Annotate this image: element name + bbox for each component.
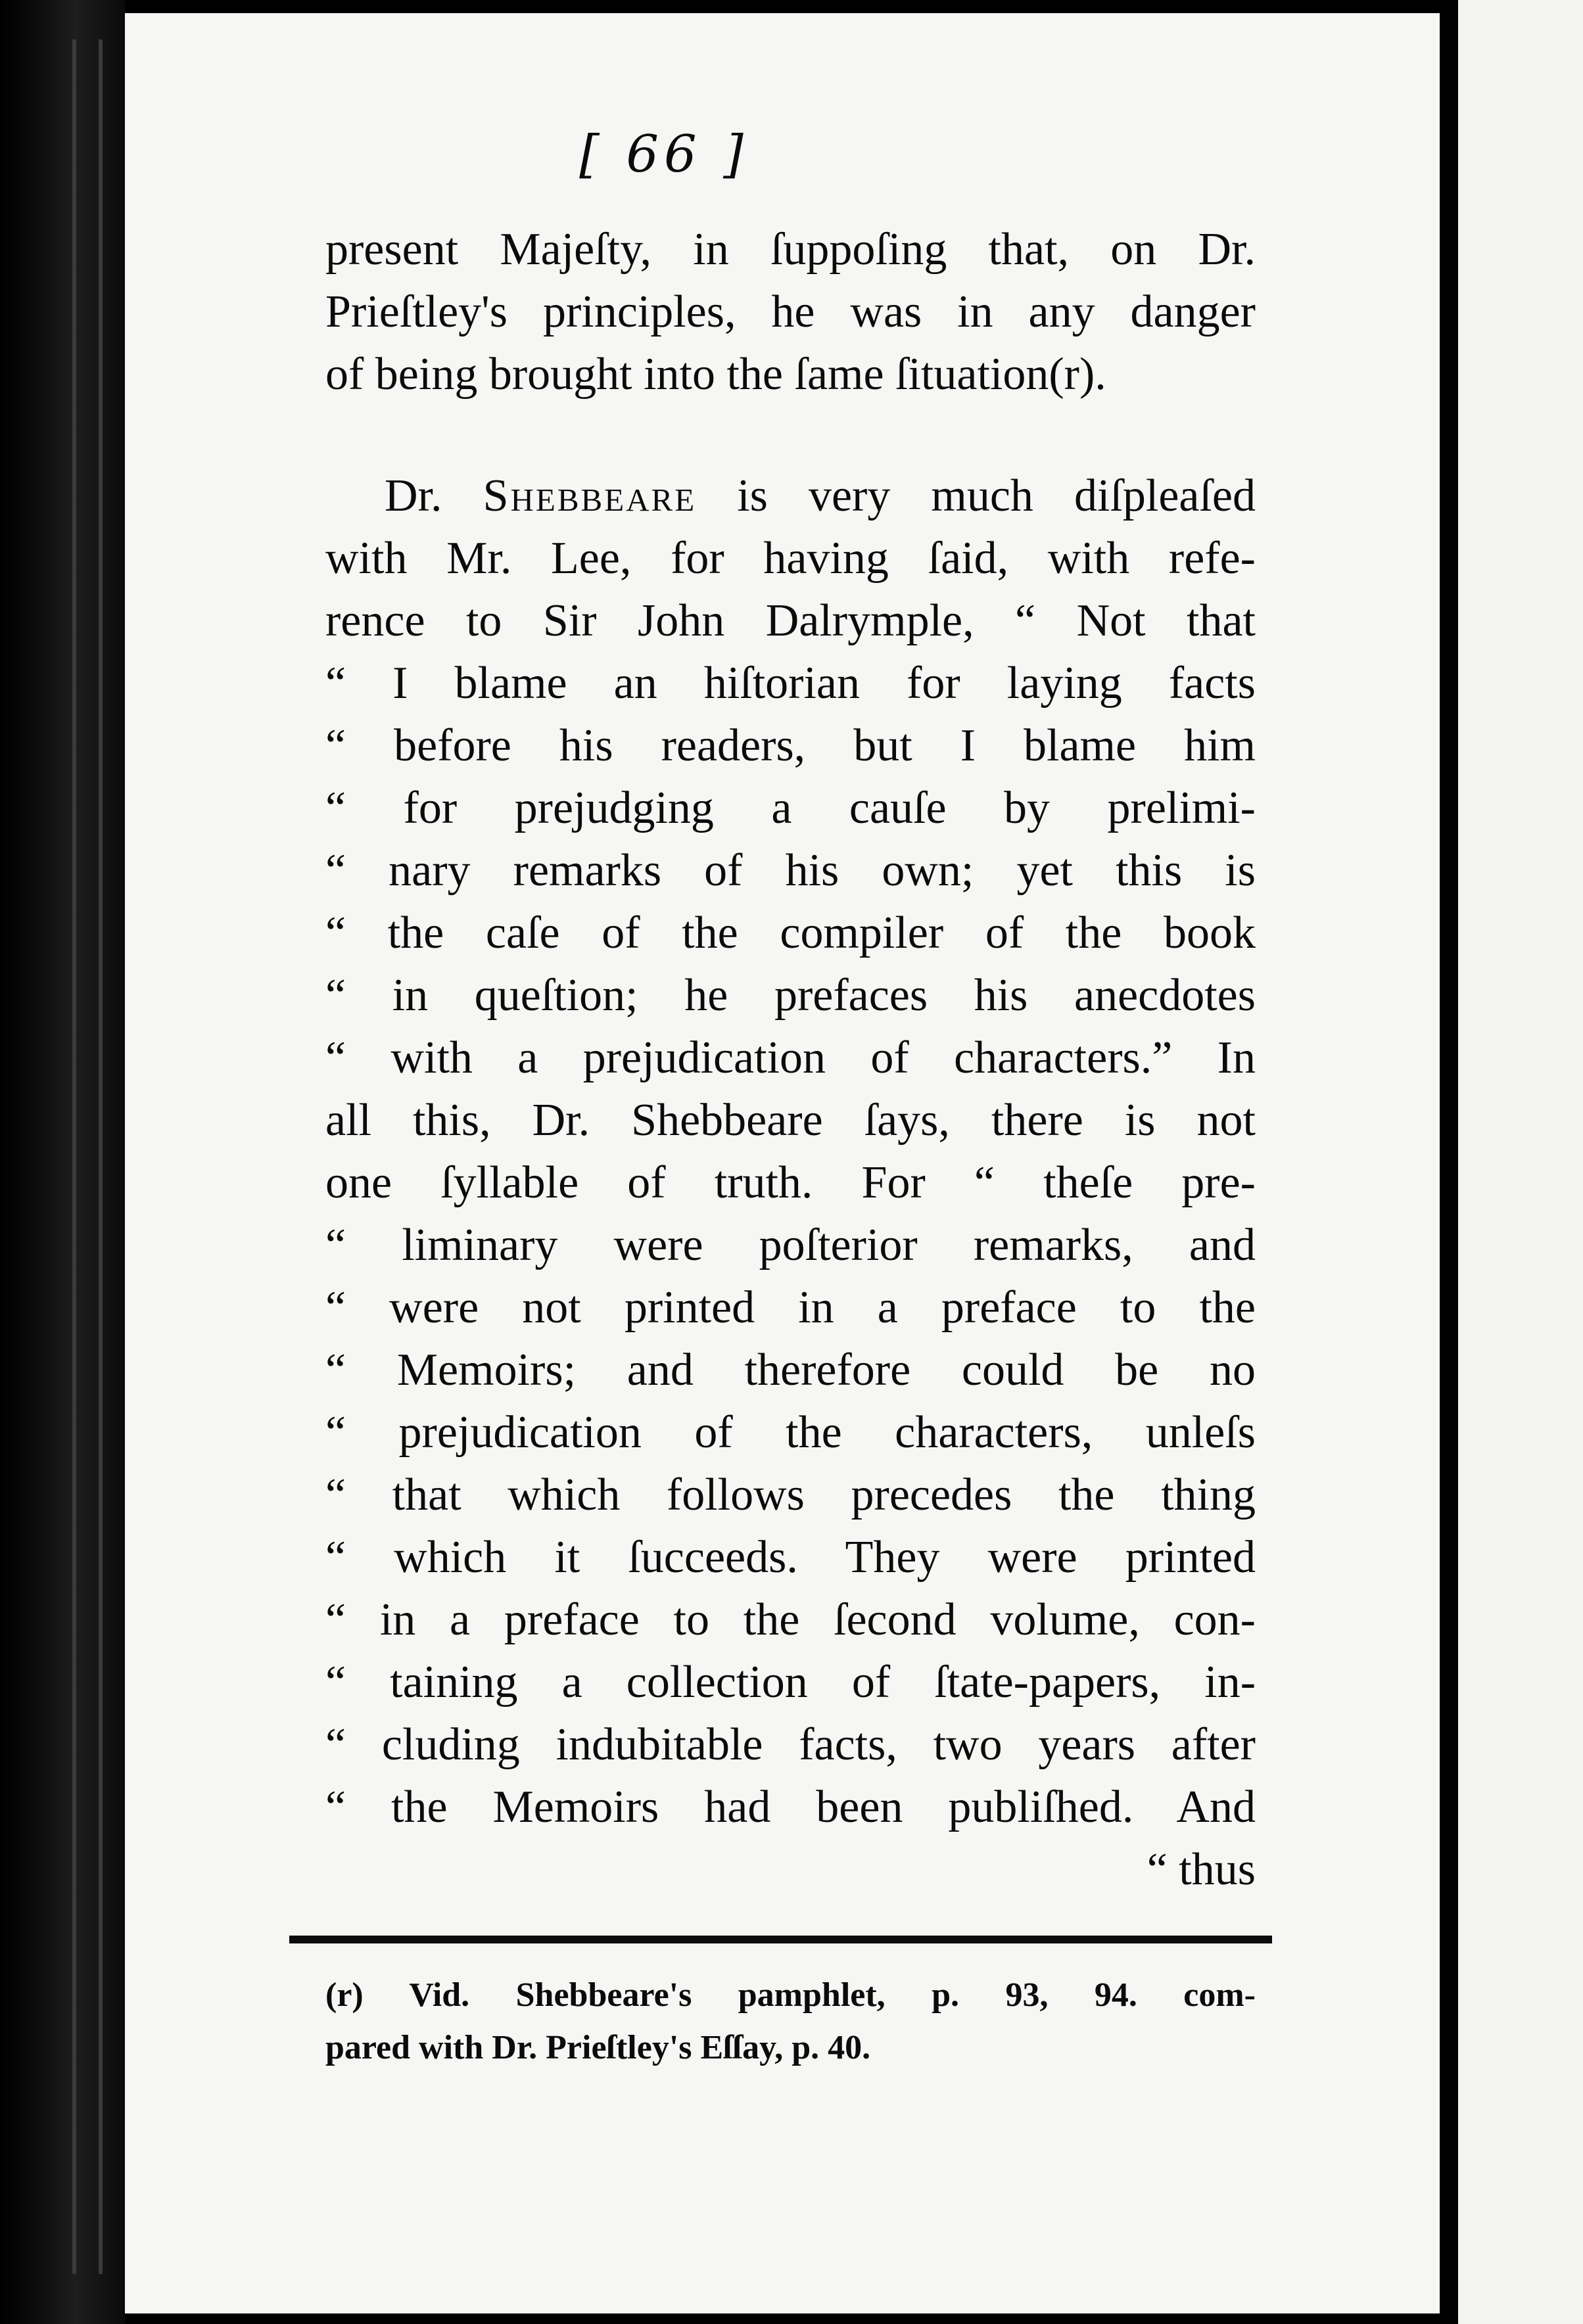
text-line: Prieſtley's principles, he was in any danger xyxy=(325,287,1256,337)
author-name-smallcaps: Shebbeare xyxy=(483,471,697,521)
facing-page-edge xyxy=(1458,0,1583,2324)
text-line: “ were not printed in a preface to the xyxy=(325,1282,1256,1333)
spine-stripe xyxy=(99,39,103,2274)
text-line: “ which it ſucceeds. They were printed xyxy=(325,1532,1256,1583)
text-line: present Majeſty, in ſuppoſing that, on Dr. xyxy=(325,224,1256,275)
text-line: “ before his readers, but I blame him xyxy=(325,720,1256,771)
text-line: “ the caſe of the compiler of the book xyxy=(325,908,1256,958)
text-line: “ prejudication of the characters, unleſs xyxy=(325,1407,1256,1458)
text-line: “ in queſtion; he prefaces his anecdotes xyxy=(325,970,1256,1021)
text-line: of being brought into the ſame ſituation(r). xyxy=(325,349,1106,400)
footnote-rule xyxy=(289,1936,1272,1943)
text-line: “ cluding indubitable facts, two years after xyxy=(325,1719,1256,1770)
text-line: “ liminary were poſterior remarks, and xyxy=(325,1220,1256,1270)
text-line: “ with a prejudication of characters.” In xyxy=(325,1033,1256,1083)
text-line: “ Memoirs; and therefore could be no xyxy=(325,1345,1256,1395)
text-line: rence to Sir John Dalrymple, “ Not that xyxy=(325,595,1256,646)
text-line: “ I blame an hiſtorian for laying facts xyxy=(325,658,1256,709)
spine-stripe xyxy=(72,39,76,2274)
footnote-line: (r) Vid. Shebbeare's pamphlet, p. 93, 94. com- xyxy=(325,1976,1256,2014)
text-line: “ the Memoirs had been publiſhed. And xyxy=(325,1782,1256,1832)
text-line: with Mr. Lee, for having ſaid, with refe- xyxy=(325,533,1256,584)
text-line: “ that which follows precedes the thing xyxy=(325,1470,1256,1520)
paragraph-opening-line xyxy=(325,473,1256,519)
text-run: Dr. xyxy=(385,471,483,521)
text-line: all this, Dr. Shebbeare ſays, there is not xyxy=(325,1095,1256,1146)
text-line: one ſyllable of truth. For “ theſe pre- xyxy=(325,1157,1256,1208)
text-line: “ taining a collection of ſtate-papers, in- xyxy=(325,1657,1256,1708)
page-number: [ 66 ] xyxy=(579,125,749,184)
footnote-line: pared with Dr. Prieſtley's Eſſay, p. 40. xyxy=(325,2029,871,2066)
text-line: “ for prejudging a cauſe by prelimi- xyxy=(325,783,1256,833)
book-spine-edge xyxy=(0,0,125,2324)
text-line: “ in a preface to the ſecond volume, con- xyxy=(325,1594,1256,1645)
catchword: “ thus xyxy=(1146,1844,1256,1895)
text-run: is very much diſpleaſed xyxy=(696,471,1256,521)
page-gutter-shadow xyxy=(1440,0,1458,2324)
text-line: “ nary remarks of his own; yet this is xyxy=(325,845,1256,896)
